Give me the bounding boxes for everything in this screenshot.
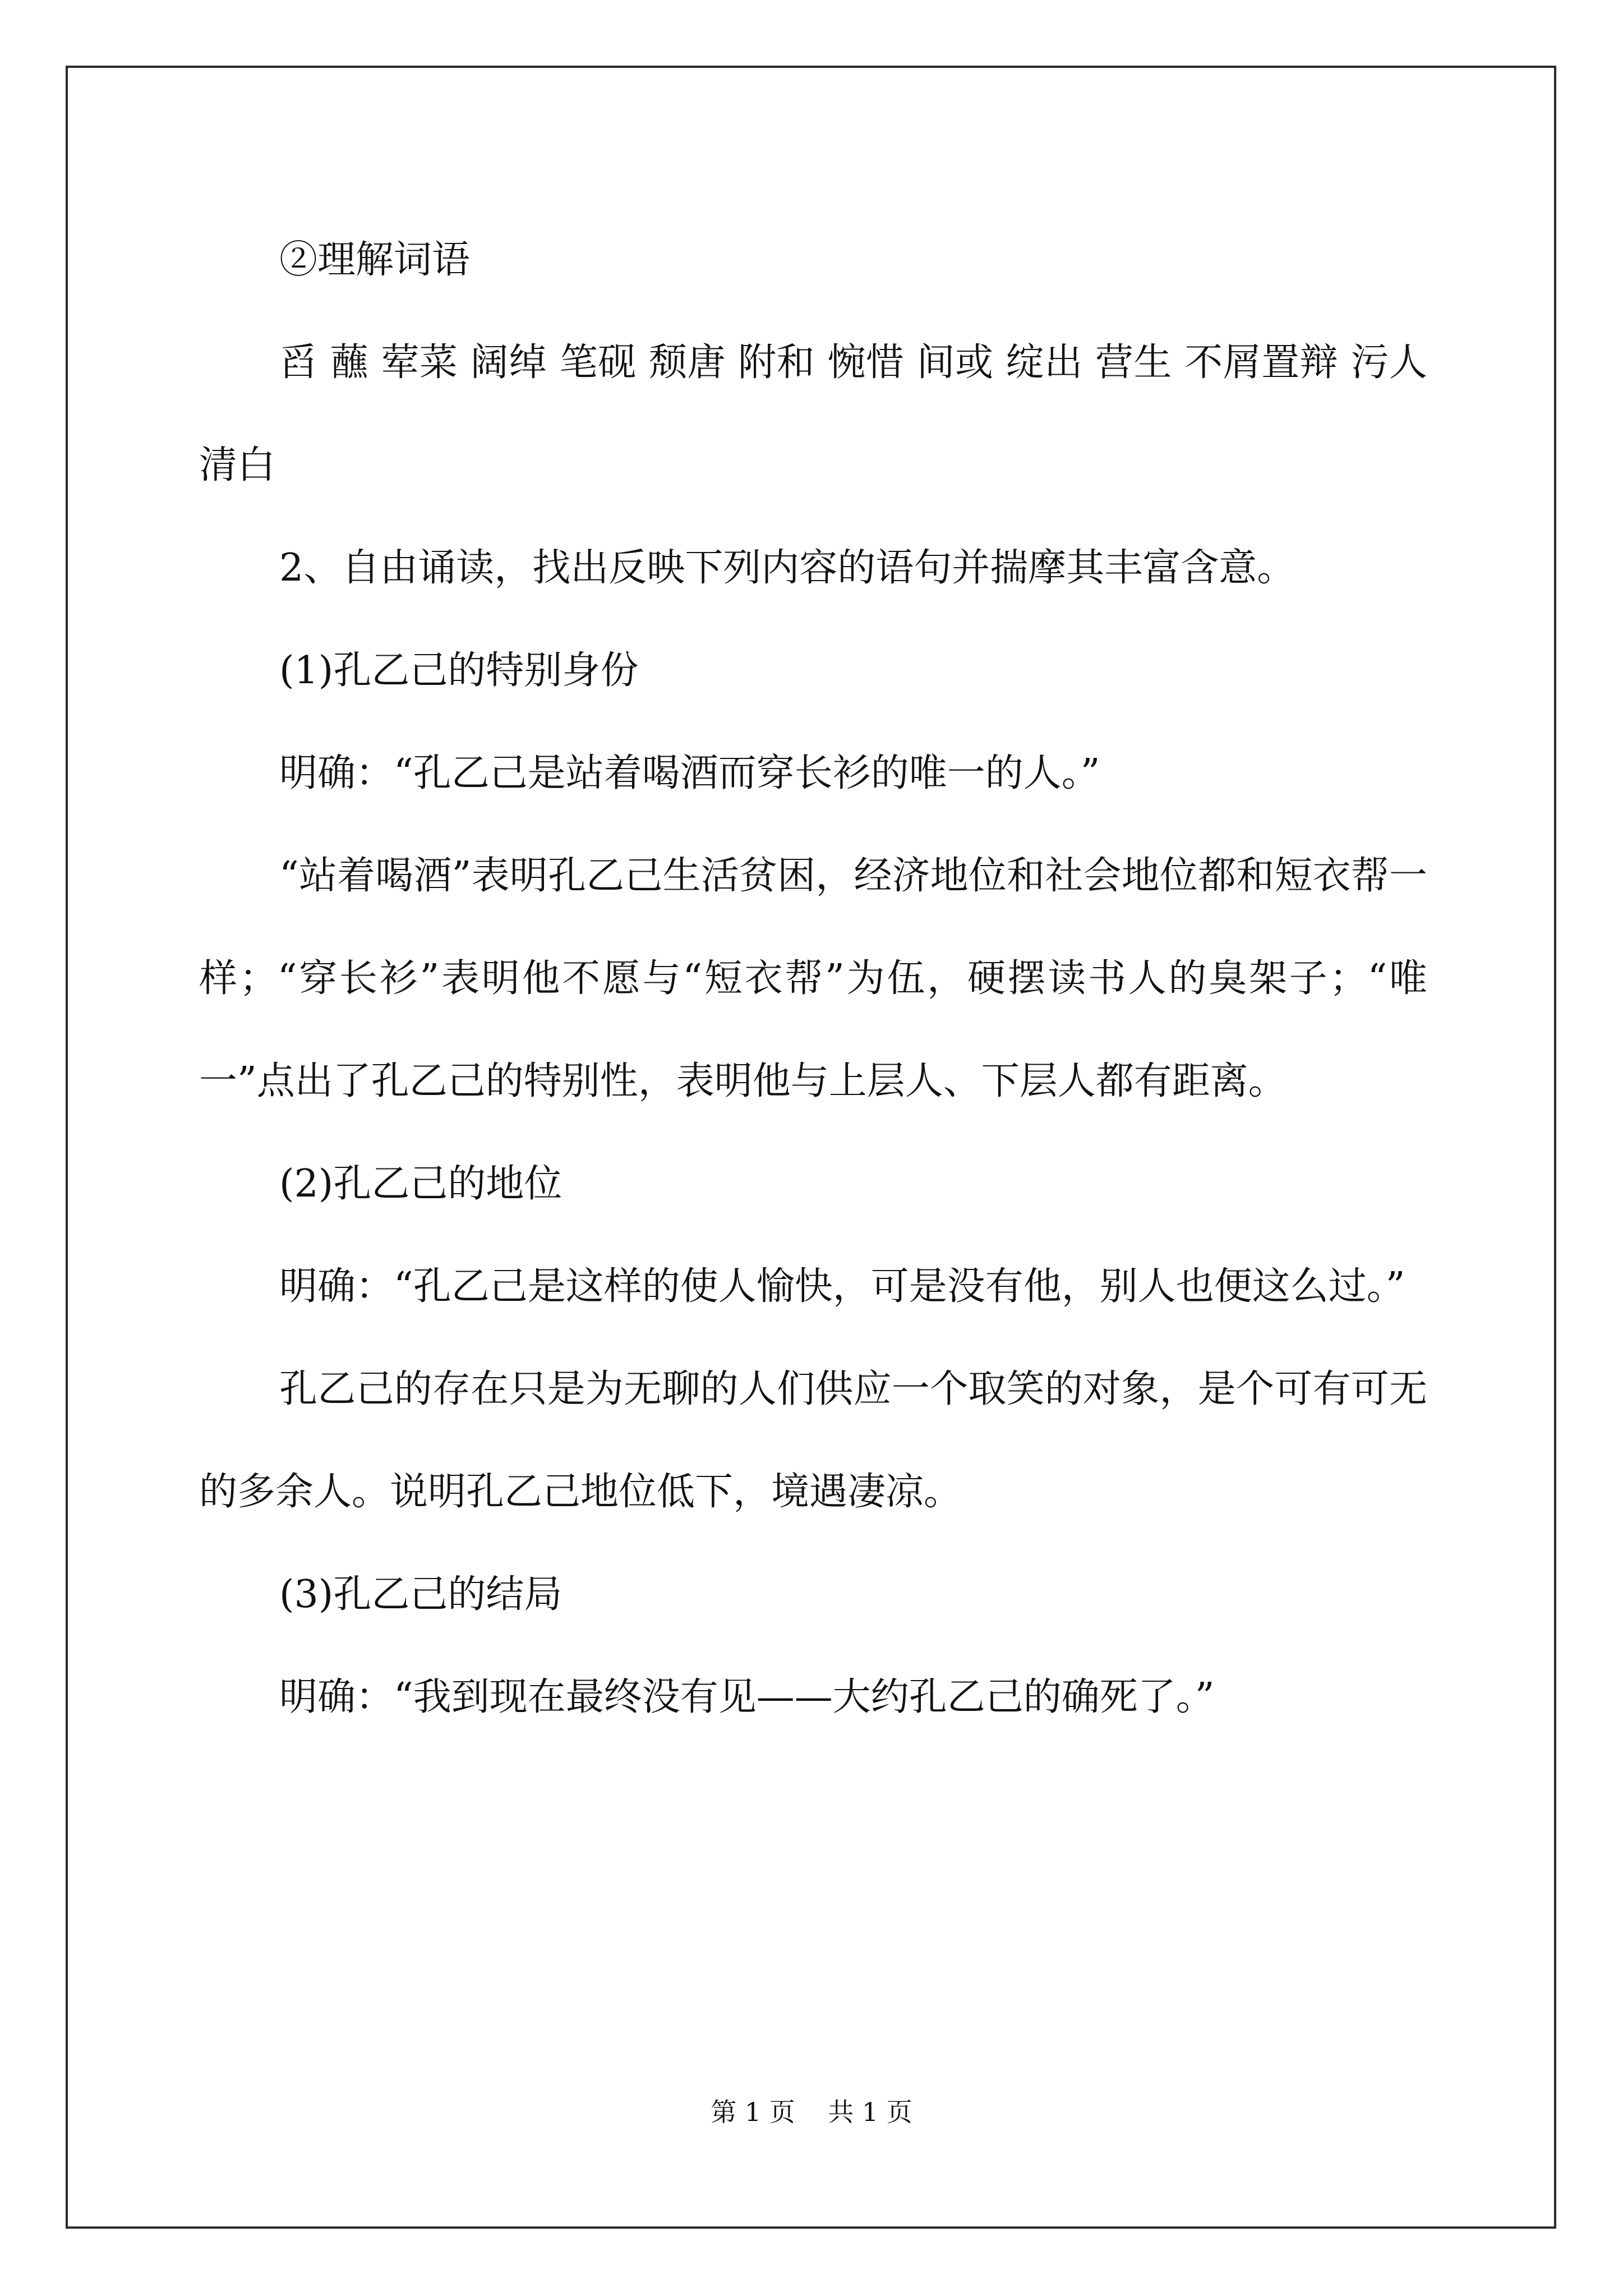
page-number-label: 第 1 页 共 1 页 <box>711 2097 912 2127</box>
analysis-status: 孔乙己的存在只是为无聊的人们供应一个取笑的对象，是个可有可无的多余人。说明孔乙己地位低下，境遇凄凉。 <box>199 1367 1427 1514</box>
answer-ending: 明确：“我到现在最终没有见——大约孔乙己的确死了。” <box>279 1675 1215 1719</box>
subheading-ending: (3)孔乙己的结局 <box>279 1572 562 1617</box>
subheading-status: (2)孔乙己的地位 <box>279 1162 562 1206</box>
vocabulary-list: 舀 蘸 荤菜 阔绰 笔砚 颓唐 附和 惋惜 间或 绽出 营生 不屑置辩 污人清白 <box>199 341 1427 487</box>
answer-identity: 明确：“孔乙己是站着喝酒而穿长衫的唯一的人。” <box>279 751 1100 795</box>
document-body <box>199 209 1427 1749</box>
answer-status: 明确：“孔乙己是这样的使人愉快，可是没有他，别人也便这么过。” <box>279 1264 1405 1309</box>
section-heading-vocabulary: ②理解词语 <box>279 238 471 282</box>
task-instruction: 2、自由诵读，找出反映下列内容的语句并揣摩其丰富含意。 <box>279 546 1295 590</box>
analysis-identity: “站着喝酒”表明孔乙己生活贫困，经济地位和社会地位都和短衣帮一样；“穿长衫”表明他不愿与“短衣帮”为伍，硬摆读书人的臭架子；“唯一”点出了孔乙己的特别性，表明他与上层人、下层人都有距离。 <box>199 854 1427 1103</box>
page-footer <box>0 2095 1623 2129</box>
subheading-identity: (1)孔乙己的特别身份 <box>279 648 639 693</box>
